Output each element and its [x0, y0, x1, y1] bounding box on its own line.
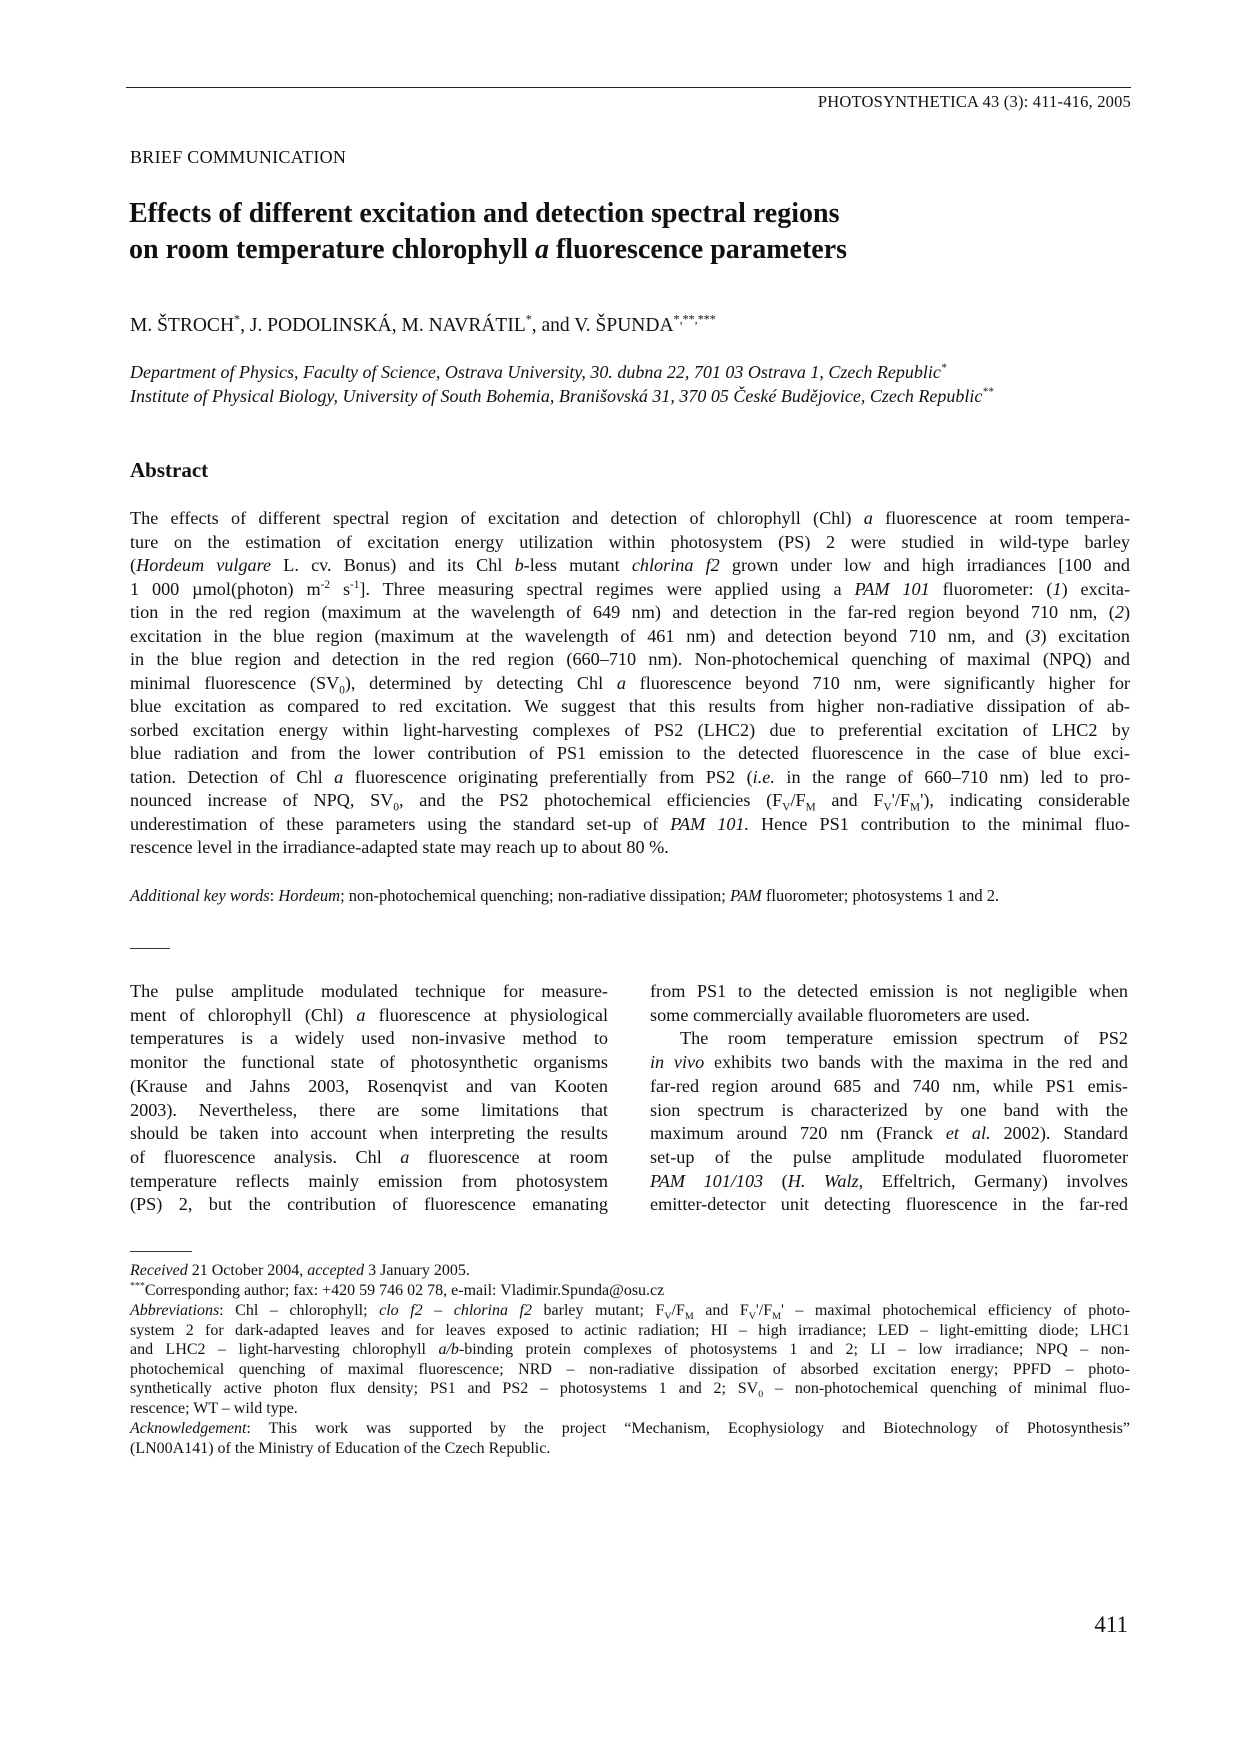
body-line: monitor the functional state of photosynthetic organisms — [130, 1052, 608, 1073]
footnote-corresponding: ***Corresponding author; fax: +420 59 746 02 78, e-mail: Vladimir.Spunda@osu.cz — [130, 1280, 665, 1299]
abstract-line: nounced increase of NPQ, $SV_0$, and the PS2 photochemical efficiencies ($F_V/F_M$ and $F_V'/F_M'$), indicating considerable — [130, 790, 1130, 814]
body-line: sion spectrum is characterized by one band with the — [650, 1099, 1128, 1120]
title-line-2: on room temperature chlorophyll a fluorescence parameters — [129, 234, 848, 265]
abstract-line: minimal fluorescence $(SV_0)$, determined by detecting Chl a fluorescence beyond 710 nm, were significantly higher for — [130, 672, 1130, 697]
title-line-1: Effects of different excitation and detection spectral regions — [129, 198, 840, 229]
affiliation-2: Institute of Physical Biology, University of South Bohemia, Branišovská 31, 370 05 České Budějovice, Czech Republic** — [130, 386, 994, 406]
body-line: temperature reflects mainly emission from photosystem — [130, 1170, 608, 1191]
footnote-rule — [130, 1251, 192, 1252]
body-column-left — [130, 980, 608, 1217]
abstract-line: excitation in the blue region (maximum at the wavelength of 461 nm) and detection beyond 710 nm, and (3) excitation — [130, 625, 1130, 646]
page-number: 411 — [1094, 1612, 1128, 1637]
section-divider — [130, 948, 170, 949]
abstract-line: underestimation of these parameters using the standard set-up of PAM 101. Hence PS1 contribution to the minimal fluo- — [130, 813, 1130, 834]
header-rule — [126, 87, 1131, 88]
abstract-heading: Abstract — [130, 458, 209, 482]
abstract-line: in the blue region and detection in the red region (660–710 nm). Non-photochemical quenching of maximal (NPQ) and — [130, 649, 1130, 669]
body-line: from PS1 to the detected emission is not negligible when — [650, 981, 1128, 1001]
abstract-line: sorbed excitation energy within light-harvesting complexes of PS2 (LHC2) due to preferential excitation of LHC2 by — [130, 719, 1130, 740]
body-line: some commercially available fluorometers are used. — [650, 1004, 1030, 1025]
abstract-line: tation. Detection of Chl a fluorescence originating preferentially from PS2 (i.e. in the range of 660–710 nm) led to pro- — [130, 766, 1131, 787]
body-line: should be taken into account when interpreting the results — [130, 1123, 608, 1144]
affiliation-1: Department of Physics, Faculty of Science, Ostrava University, 30. dubna 22, 701 03 Ostrava 1, Czech Republic* — [130, 362, 947, 382]
body-line: far-red region around 685 and 740 nm, while PS1 emis- — [650, 1075, 1128, 1096]
author-list: M. ŠTROCH*, J. PODOLINSKÁ, M. NAVRÁTIL*, and V. ŠPUNDA*,**,*** — [130, 312, 716, 336]
abstract-line: blue radiation and from the lower contribution of PS1 emission to the detected fluorescence in the case of blue exci- — [130, 743, 1130, 763]
abstract-body — [130, 507, 1130, 860]
footnote-received: Received 21 October 2004, accepted 3 January 2005. — [130, 1262, 470, 1279]
abstract-line: tion in the red region (maximum at the wavelength of 649 nm) and detection in the far-red region beyond 710 nm, (2) — [130, 602, 1130, 622]
body-line: (PS) 2, but the contribution of fluorescence emanating — [130, 1194, 608, 1215]
abstract-line: 1 000 µmol(photon) $m^{-2}$ $s^{-1}$]. Three measuring spectral regimes were applied using a PAM 101 fluorometer: (1) excita- — [130, 578, 1131, 599]
footnote-abbreviations: Abbreviations: Chl – chlorophyll; clo f2 – chlorina f2 barley mutant; $F_V/F_M$ and $F_V'/F_M'$ – maximal photochemical efficiency of photo- system 2 for dark-adapted leaves and for leaves exposed to actinic radiation; HI – high irradiance; LED – light-emitting diode; LHC1 and LHC2 – light-harvesting chlorophyll a/b-binding protein complexes of photosystems 1 and 2; LI – low irradiance; NPQ – non- photochemical quenching of maximal fluorescence; NRD – non-radiative dissipation of absorbed excitation energy; PPFD – photo- synthetically active photon flux density; PS1 and PS2 – photosystems 1 and 2; $SV_0$ – non-photochemical quenching of minimal fluo- rescence; WT – wild type. — [130, 1302, 1131, 1417]
body-line: ment of chlorophyll (Chl) a fluorescence at physiological — [130, 1004, 608, 1025]
article-title — [129, 196, 1129, 268]
abstract-line: ture on the estimation of excitation energy utilization within photosystem (PS) 2 were studied in wild-type barley — [130, 531, 1130, 552]
footnote-acknowledgement: Acknowledgement: This work was supported by the project “Mechanism, Ecophysiology and Biotechnology of Photosynthesis” (LN00A141) of the Ministry of Education of the Czech Republic. — [130, 1420, 1130, 1457]
abstract-line: (Hordeum vulgare L. cv. Bonus) and its Chl b-less mutant chlorina f2 grown under low and high irradiances [100 and — [130, 555, 1130, 575]
section-label: BRIEF COMMUNICATION — [130, 147, 347, 167]
body-line: set-up of the pulse amplitude modulated fluorometer — [650, 1146, 1128, 1167]
abstract-line: The effects of different spectral region of excitation and detection of chlorophyll (Chl) a fluorescence at room tempera- — [130, 508, 1130, 528]
body-line: PAM 101/103 (H. Walz, Effeltrich, Germany) involves — [650, 1170, 1128, 1191]
body-line: in vivo exhibits two bands with the maxima in the red and — [650, 1052, 1128, 1073]
journal-citation: PHOTOSYNTHETICA 43 (3): 411-416, 2005 — [817, 92, 1131, 111]
body-line: maximum around 720 nm (Franck et al. 2002). Standard — [650, 1123, 1128, 1144]
key-words: Additional key words: Hordeum; non-photochemical quenching; non-radiative dissipation; PAM fluorometer; photosystems 1 and 2. — [130, 886, 1000, 905]
body-line: of fluorescence analysis. Chl a fluorescence at room — [130, 1146, 609, 1167]
abstract-line: blue excitation as compared to red excitation. We suggest that this results from higher non-radiative dissipation of ab- — [130, 696, 1130, 716]
body-line: The room temperature emission spectrum of PS2 — [680, 1028, 1128, 1049]
body-line: emitter-detector unit detecting fluorescence in the far-red — [650, 1194, 1128, 1215]
abstract-line: rescence level in the irradiance-adapted state may reach up to about 80 %. — [130, 837, 669, 857]
body-line: temperatures is a widely used non-invasive method to — [130, 1028, 608, 1049]
body-line: 2003). Nevertheless, there are some limitations that — [130, 1099, 608, 1120]
body-line: The pulse amplitude modulated technique for measure- — [130, 981, 608, 1001]
body-line: (Krause and Jahns 2003, Rosenqvist and van Kooten — [130, 1075, 608, 1096]
body-column-right — [650, 980, 1128, 1217]
